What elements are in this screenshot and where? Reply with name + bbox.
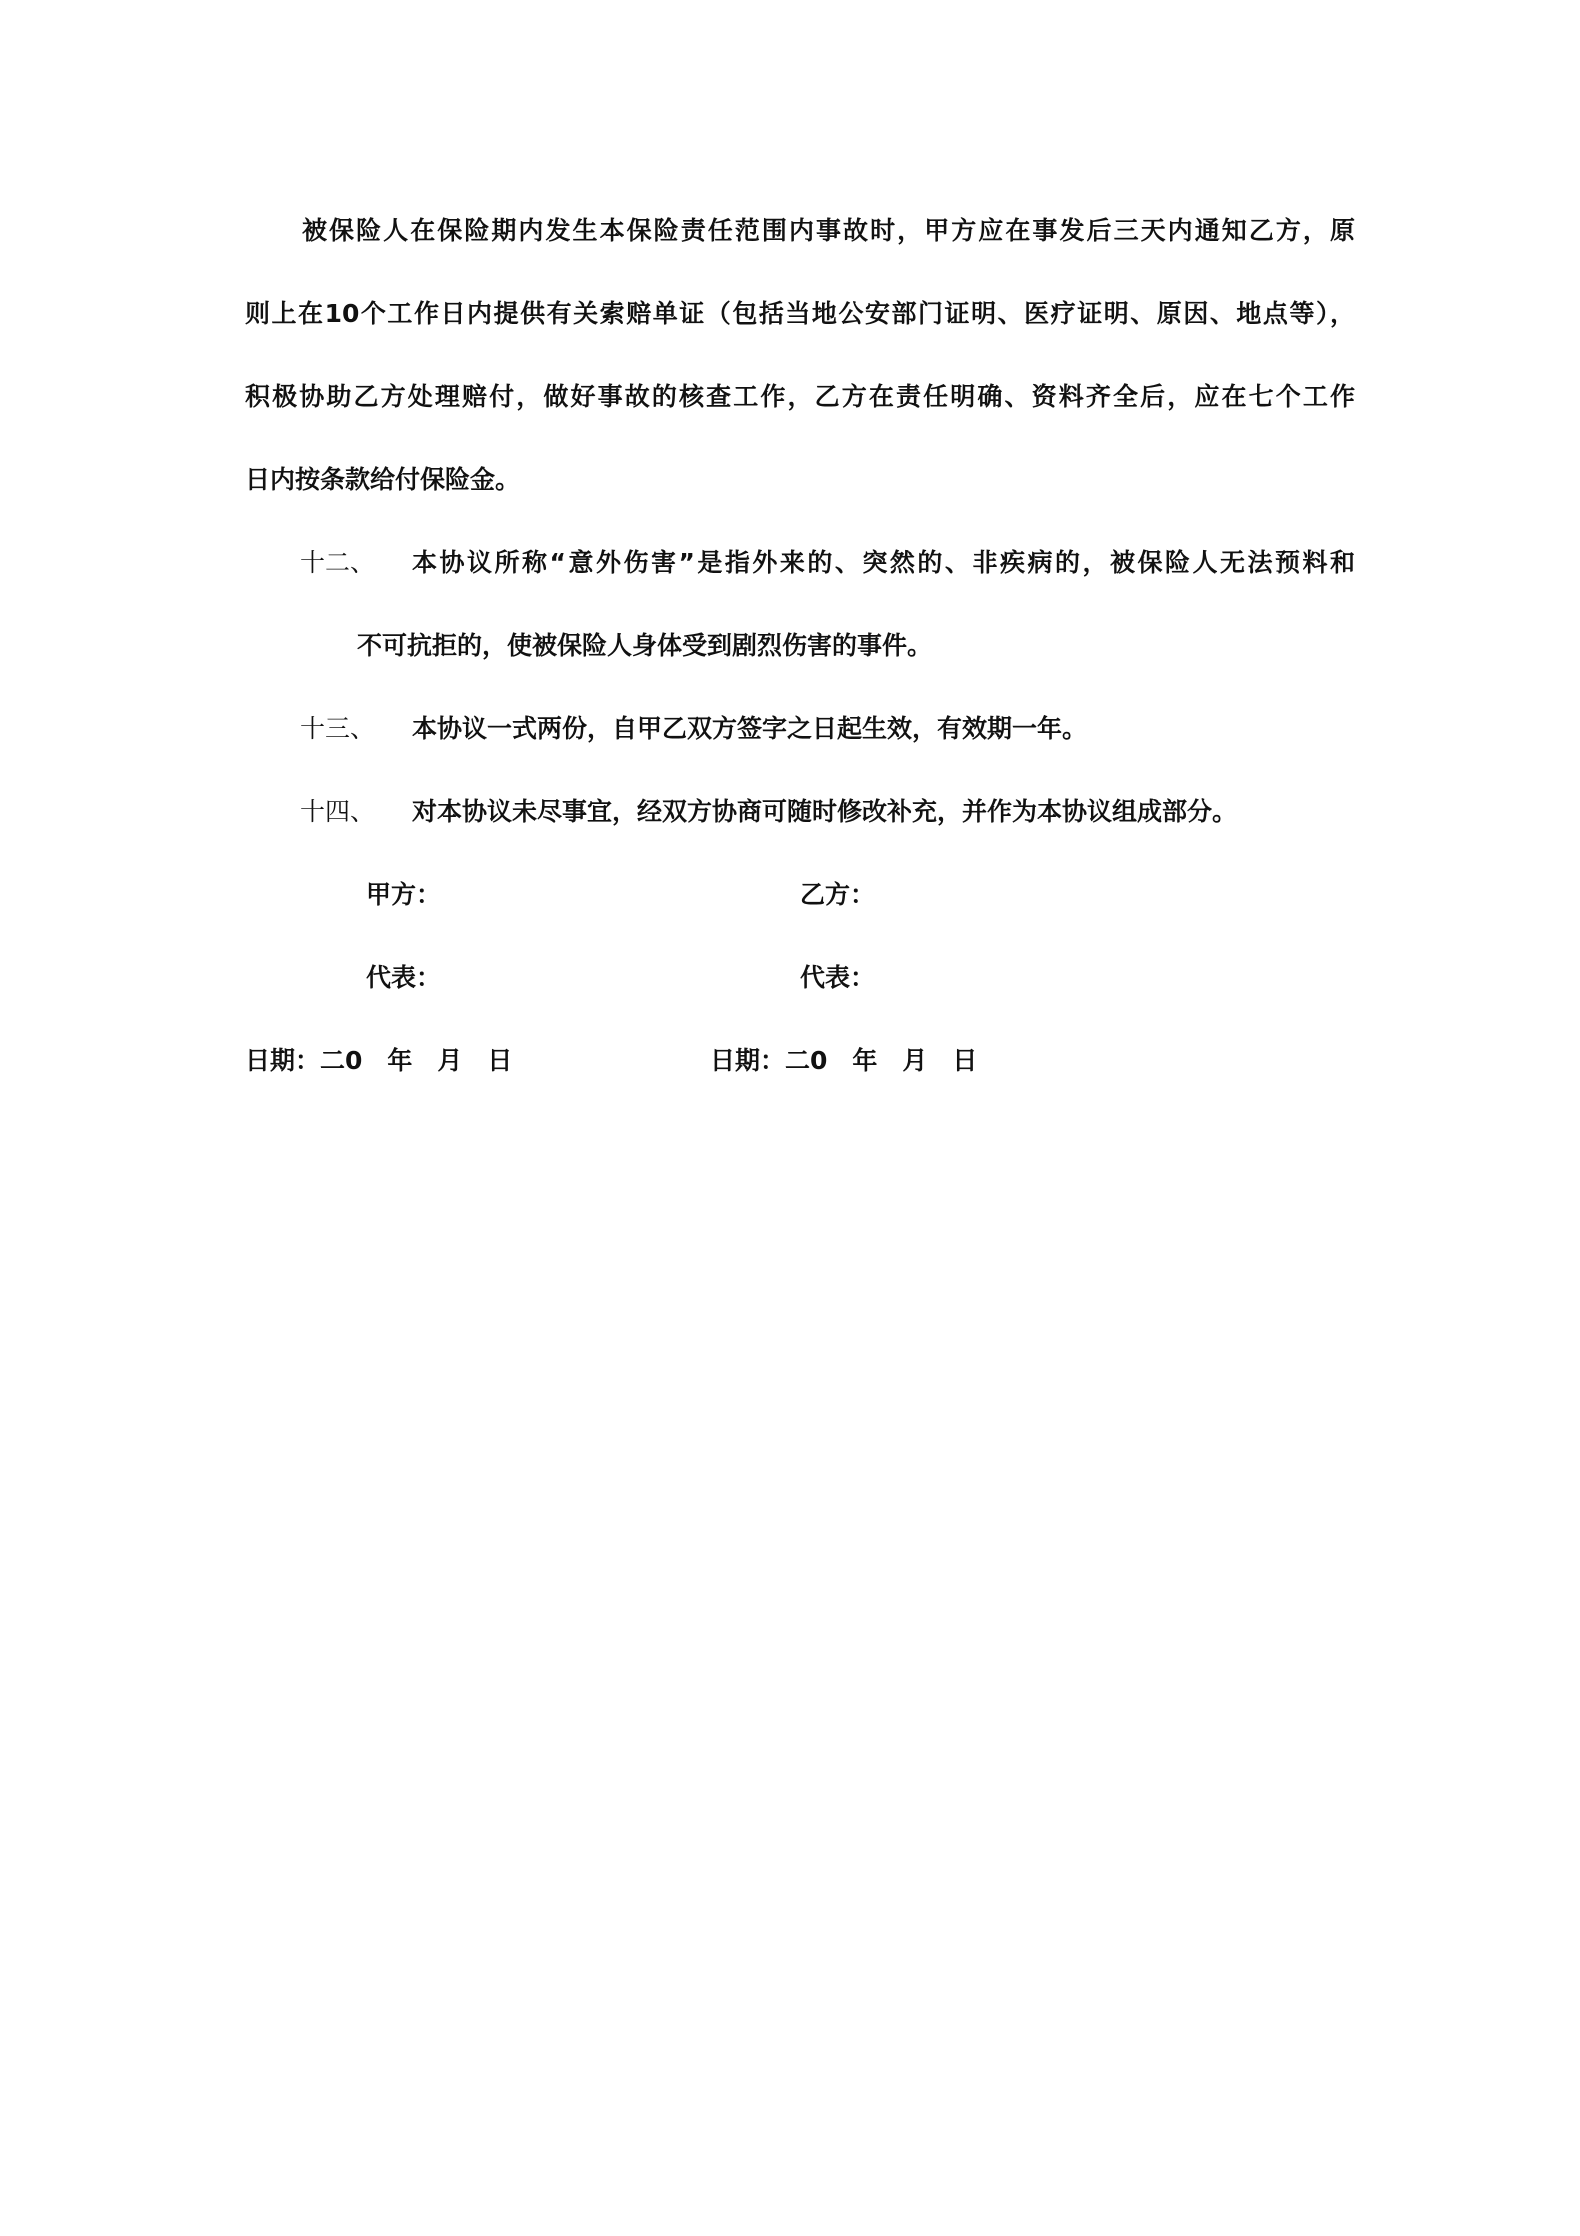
- paragraph-line-2: 则上在10个工作日内提供有关索赔单证（包括当地公安部门证明、医疗证明、原因、地点等），: [245, 299, 1355, 328]
- clause-12-continuation: 不可抗拒的，使被保险人身体受到剧烈伤害的事件。: [357, 631, 933, 660]
- paragraph-line-3: 积极协助乙方处理赔付，做好事故的核查工作，乙方在责任明确、资料齐全后，应在七个工作: [245, 382, 1355, 411]
- date-b: 日期：二0 年 月 日: [710, 1046, 978, 1075]
- clause-text: 本协议所称“意外伤害”是指外来的、突然的、非疾病的，被保险人无法预料和: [412, 548, 1355, 577]
- clause-text: 对本协议未尽事宜，经双方协商可随时修改补充，并作为本协议组成部分。: [412, 797, 1238, 826]
- date-a: 日期：二0 年 月 日: [245, 1046, 513, 1075]
- clause-number: 十三、: [300, 714, 376, 743]
- representative-b-label: 代表：: [800, 963, 876, 992]
- clause-number: 十二、: [300, 548, 376, 577]
- party-a-label: 甲方：: [366, 880, 442, 909]
- party-b-label: 乙方：: [800, 880, 876, 909]
- clause-text: 本协议一式两份，自甲乙双方签字之日起生效，有效期一年。: [412, 714, 1088, 743]
- paragraph-line-4: 日内按条款给付保险金。: [245, 465, 521, 494]
- paragraph-line-1: 被保险人在保险期内发生本保险责任范围内事故时，甲方应在事发后三天内通知乙方，原: [302, 216, 1355, 245]
- representative-a-label: 代表：: [366, 963, 442, 992]
- clause-number: 十四、: [300, 797, 376, 826]
